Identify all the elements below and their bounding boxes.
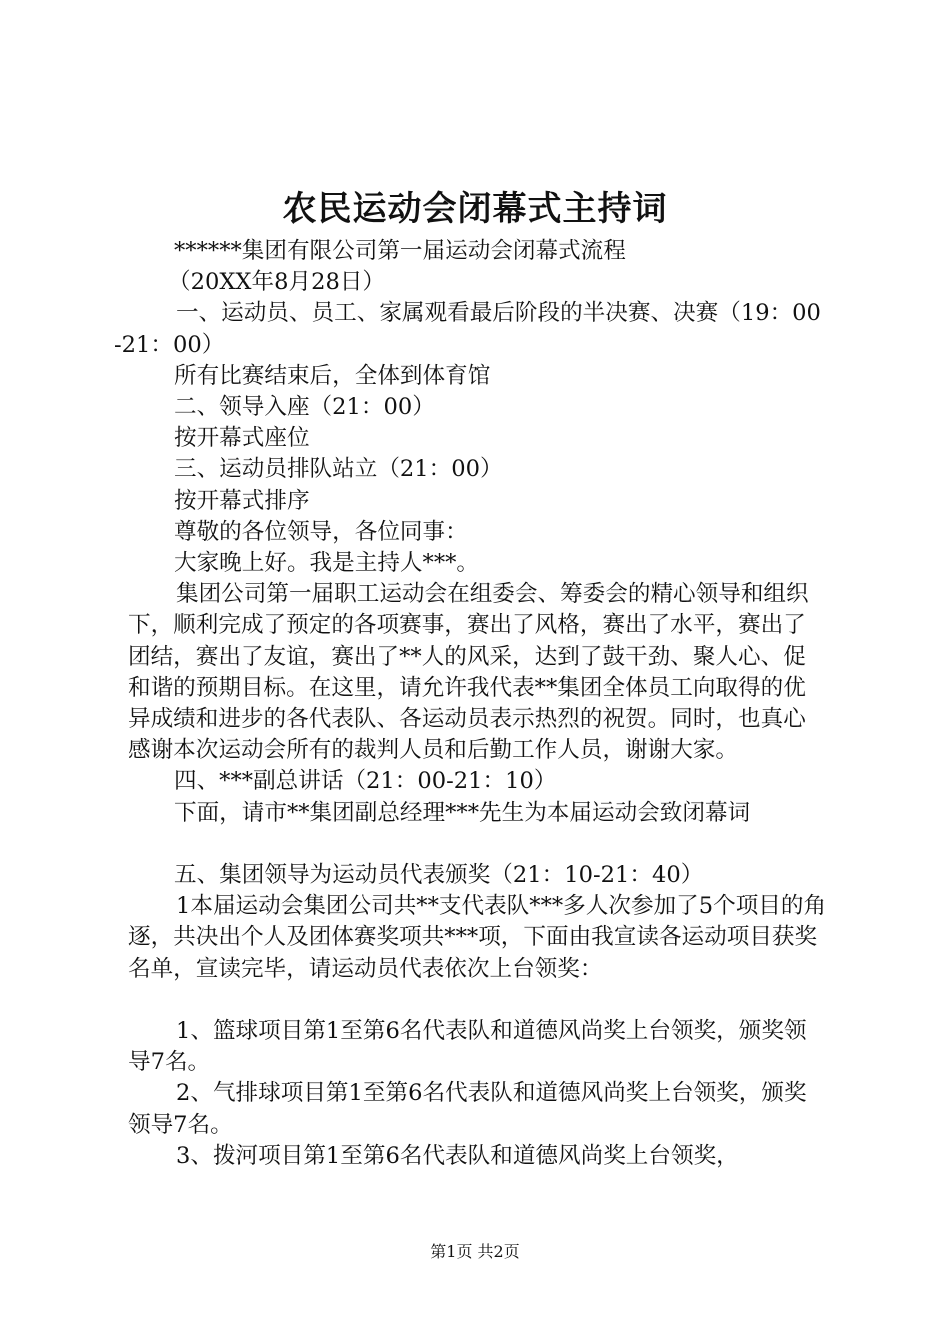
paragraph-heading: ******集团有限公司第一届运动会闭幕式流程: [174, 238, 626, 264]
paragraph-speech: 下面，请市**集团副总经理***先生为本届运动会致闭幕词: [174, 799, 751, 826]
paragraph-note-2: 按开幕式座位: [174, 425, 310, 452]
paragraph-award-volleyball: 2、气排球项目第1至第6名代表队和道德风尚奖上台领奖，颁奖领导7名。: [128, 1080, 807, 1138]
paragraph-step-3: 三、运动员排队站立（21：00）: [174, 456, 503, 483]
page-footer: 第1页 共2页: [430, 1242, 520, 1261]
paragraph-awards-intro: 1本届运动会集团公司共**支代表队***多人次参加了5个项目的角逐，共决出个人及团体赛奖项共***项，下面由我宣读各运动项目获奖名单，宣读完毕，请运动员代表依次上台领奖：: [128, 893, 827, 982]
paragraph-step-1: 一、运动员、员工、家属观看最后阶段的半决赛、决赛（19：00-21：00）: [114, 300, 821, 358]
paragraph-summary: 集团公司第一届职工运动会在组委会、筹委会的精心领导和组织下，顺利完成了预定的各项赛事，赛出了风格，赛出了水平，赛出了团结，赛出了友谊，赛出了**人的风采，达到了鼓干劲、聚人心、促和谐的预期目标。在这里，请允许我代表**集团全体员工向取得的优异成绩和进步的各代表队、各运动员表示热烈的祝贺。同时，也真心感谢本次运动会所有的裁判人员和后勤工作人员，谢谢大家。: [128, 581, 809, 764]
blank-line: [128, 829, 828, 860]
document-title: 农民运动会闭幕式主持词: [282, 189, 668, 229]
blank-line: [128, 985, 828, 1016]
paragraph-note-1: 所有比赛结束后，全体到体育馆: [174, 362, 491, 389]
paragraph-step-4: 四、***副总讲话（21：00-21：10）: [174, 768, 557, 795]
paragraph-greeting: 尊敬的各位领导，各位同事：: [174, 518, 468, 545]
paragraph-intro: 大家晚上好。我是主持人***。: [174, 550, 480, 577]
paragraph-note-3: 按开幕式排序: [174, 487, 310, 514]
document-body: [114, 236, 828, 1172]
paragraph-award-basketball: 1、篮球项目第1至第6名代表队和道德风尚奖上台领奖，颁奖领导7名。: [128, 1018, 807, 1076]
paragraph-award-tugofwar: 3、拨河项目第1至第6名代表队和道德风尚奖上台领奖，: [176, 1142, 739, 1169]
paragraph-date: （20XX年8月28日）: [168, 269, 386, 296]
paragraph-step-2: 二、领导入座（21：00）: [174, 394, 435, 421]
paragraph-step-5: 五、集团领导为运动员代表颁奖（21：10-21：40）: [174, 862, 704, 889]
